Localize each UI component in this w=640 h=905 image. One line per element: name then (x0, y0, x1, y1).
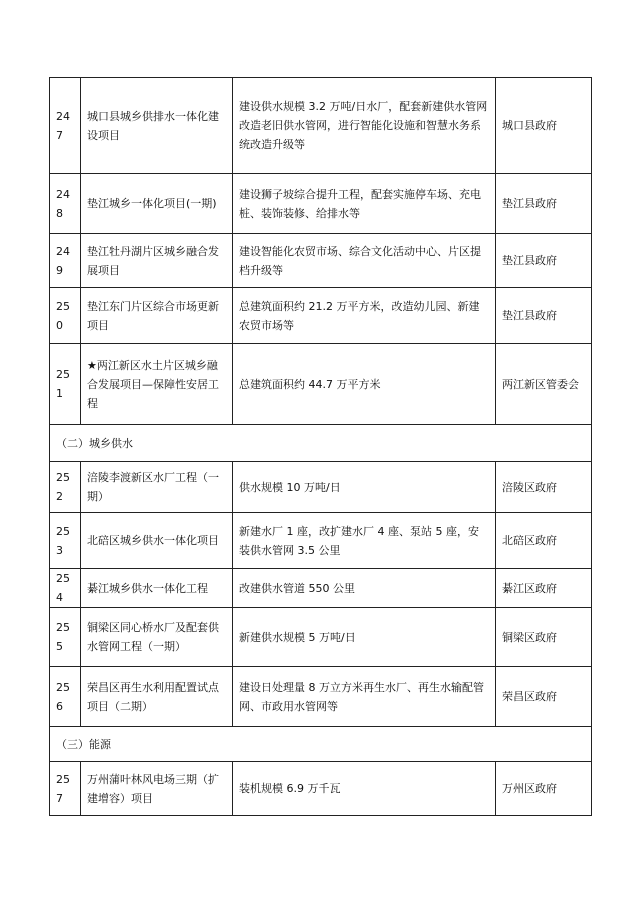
row-number: 257 (50, 762, 81, 816)
table-row (50, 234, 592, 288)
section-heading: （三）能源 (50, 727, 592, 762)
table-row (50, 762, 592, 816)
section-row (50, 425, 592, 462)
project-content: 建设供水规模 3.2 万吨/日水厂，配套新建供水管网改造老旧供水管网，进行智能化设施和智慧水务系统改造升级等 (233, 78, 496, 174)
table-row (50, 288, 592, 344)
row-number: 250 (50, 288, 81, 344)
project-name: 荣昌区再生水利用配置试点项目（二期） (81, 667, 233, 727)
project-name: ★两江新区水土片区城乡融合发展项目—保障性安居工程 (81, 344, 233, 425)
responsible-unit: 垫江县政府 (496, 174, 592, 234)
table-row (50, 344, 592, 425)
project-content: 总建筑面积约 44.7 万平方米 (233, 344, 496, 425)
project-name: 铜梁区同心桥水厂及配套供水管网工程（一期） (81, 608, 233, 667)
project-name: 垫江东门片区综合市场更新项目 (81, 288, 233, 344)
table-row (50, 569, 592, 608)
row-number: 256 (50, 667, 81, 727)
project-name: 北碚区城乡供水一体化项目 (81, 513, 233, 569)
row-number: 249 (50, 234, 81, 288)
table-row (50, 513, 592, 569)
row-number: 247 (50, 78, 81, 174)
project-content: 改建供水管道 550 公里 (233, 569, 496, 608)
project-table (49, 77, 592, 816)
row-number: 248 (50, 174, 81, 234)
project-name: 万州蒲叶林风电场三期（扩建增容）项目 (81, 762, 233, 816)
project-content: 装机规模 6.9 万千瓦 (233, 762, 496, 816)
responsible-unit: 铜梁区政府 (496, 608, 592, 667)
table-row (50, 174, 592, 234)
responsible-unit: 涪陵区政府 (496, 462, 592, 513)
project-name: 城口县城乡供排水一体化建设项目 (81, 78, 233, 174)
row-number: 253 (50, 513, 81, 569)
row-number: 252 (50, 462, 81, 513)
section-row (50, 727, 592, 762)
section-heading: （二）城乡供水 (50, 425, 592, 462)
project-name: 垫江牡丹湖片区城乡融合发展项目 (81, 234, 233, 288)
project-content: 新建水厂 1 座，改扩建水厂 4 座、泵站 5 座，安装供水管网 3.5 公里 (233, 513, 496, 569)
project-content: 供水规模 10 万吨/日 (233, 462, 496, 513)
responsible-unit: 两江新区管委会 (496, 344, 592, 425)
responsible-unit: 万州区政府 (496, 762, 592, 816)
responsible-unit: 綦江区政府 (496, 569, 592, 608)
project-name: 垫江城乡一体化项目(一期) (81, 174, 233, 234)
table-row (50, 667, 592, 727)
project-content: 建设日处理量 8 万立方米再生水厂、再生水输配管网、市政用水管网等 (233, 667, 496, 727)
project-content: 建设狮子坡综合提升工程，配套实施停车场、充电桩、装饰装修、给排水等 (233, 174, 496, 234)
project-content: 建设智能化农贸市场、综合文化活动中心、片区提档升级等 (233, 234, 496, 288)
row-number: 255 (50, 608, 81, 667)
table-row (50, 78, 592, 174)
responsible-unit: 垫江县政府 (496, 288, 592, 344)
table-row (50, 462, 592, 513)
project-name: 綦江城乡供水一体化工程 (81, 569, 233, 608)
project-content: 新建供水规模 5 万吨/日 (233, 608, 496, 667)
project-name: 涪陵李渡新区水厂工程（一期） (81, 462, 233, 513)
responsible-unit: 垫江县政府 (496, 234, 592, 288)
responsible-unit: 北碚区政府 (496, 513, 592, 569)
responsible-unit: 城口县政府 (496, 78, 592, 174)
row-number: 251 (50, 344, 81, 425)
project-content: 总建筑面积约 21.2 万平方米，改造幼儿园、新建农贸市场等 (233, 288, 496, 344)
responsible-unit: 荣昌区政府 (496, 667, 592, 727)
row-number: 254 (50, 569, 81, 608)
table-row (50, 608, 592, 667)
